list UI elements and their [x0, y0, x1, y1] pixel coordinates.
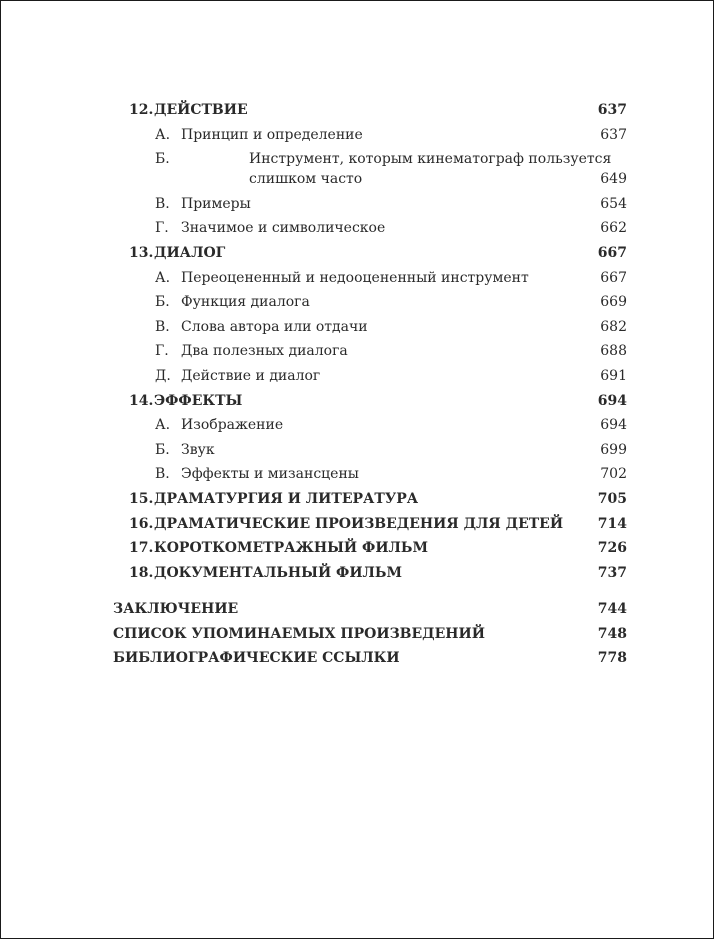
- toc-back-matter-works-list[interactable]: [113, 624, 627, 644]
- section-letter: Б.: [155, 151, 170, 168]
- section-letter: Б.: [155, 441, 170, 458]
- section-letter: В.: [155, 318, 170, 335]
- section-letter: Г.: [155, 220, 169, 237]
- toc-back-matter-bibliography[interactable]: [113, 648, 627, 668]
- chapter-number: 12.: [129, 102, 154, 118]
- section-page: 667: [600, 269, 627, 286]
- toc-section[interactable]: [113, 341, 627, 361]
- section-title: Эффекты и мизансцены: [181, 466, 359, 483]
- chapter-page: 667: [597, 244, 627, 261]
- chapter-page: 737: [597, 564, 627, 581]
- section-page: 691: [600, 367, 627, 384]
- back-matter-title: ЗАКЛЮЧЕНИЕ: [113, 601, 239, 618]
- section-title: Инструмент, которым кинематограф пользуется слишком часто: [249, 151, 612, 188]
- section-page: 702: [600, 466, 627, 483]
- toc-chapter-16[interactable]: [113, 514, 627, 534]
- toc-chapter-17[interactable]: [113, 538, 627, 558]
- section-letter: Г.: [155, 343, 169, 360]
- chapter-number: 15.: [129, 490, 154, 507]
- section-title: Действие и диалог: [181, 367, 321, 384]
- toc-section[interactable]: [113, 317, 627, 337]
- section-page: 688: [600, 343, 627, 360]
- section-title: Функция диалога: [181, 294, 310, 311]
- chapter-title: ЭФФЕКТЫ: [154, 392, 243, 409]
- toc-chapter-18[interactable]: [113, 563, 627, 583]
- chapter-number: 14.: [129, 392, 154, 409]
- section-title: Примеры: [181, 195, 251, 212]
- back-matter-title: БИБЛИОГРАФИЧЕСКИЕ ССЫЛКИ: [113, 650, 400, 667]
- toc-section[interactable]: [113, 218, 627, 238]
- back-matter-page: 748: [597, 625, 627, 642]
- toc-chapter-12[interactable]: [113, 100, 627, 120]
- section-title: Принцип и определение: [181, 126, 363, 143]
- section-page: 694: [600, 417, 627, 434]
- section-letter: А.: [155, 126, 171, 143]
- section-page: 654: [600, 195, 627, 212]
- chapter-title: КОРОТКОМЕТРАЖНЫЙ ФИЛЬМ: [154, 540, 428, 557]
- section-page: 662: [600, 220, 627, 237]
- toc-section[interactable]: [113, 292, 627, 312]
- chapter-page: 694: [597, 392, 627, 409]
- section-page: 699: [600, 441, 627, 458]
- section-title: Два полезных диалога: [181, 343, 348, 360]
- toc-section[interactable]: [113, 125, 627, 145]
- section-page: 682: [600, 318, 627, 335]
- toc-section[interactable]: [113, 464, 627, 484]
- section-page: 649: [600, 171, 627, 188]
- chapter-page: 714: [597, 515, 627, 532]
- section-letter: Б.: [155, 294, 170, 311]
- chapter-title: ДЕЙСТВИЕ: [154, 102, 248, 118]
- section-letter: Д.: [155, 367, 171, 384]
- toc-chapter-15[interactable]: [113, 489, 627, 509]
- section-title: Переоцененный и недооцененный инструмент: [181, 269, 529, 286]
- section-title: Звук: [181, 441, 215, 458]
- section-page: 637: [600, 126, 627, 143]
- chapter-number: 16.: [129, 515, 154, 532]
- section-letter: В.: [155, 195, 170, 212]
- toc-section[interactable]: [113, 366, 627, 386]
- toc-back-matter-conclusion[interactable]: [113, 599, 627, 619]
- toc-section[interactable]: [113, 149, 627, 189]
- section-title: Значимое и символическое: [181, 220, 386, 237]
- toc-chapter-13[interactable]: [113, 243, 627, 263]
- chapter-number: 18.: [129, 564, 154, 581]
- chapter-number: 17.: [129, 540, 154, 557]
- toc-section[interactable]: [113, 194, 627, 214]
- toc-section[interactable]: [113, 415, 627, 435]
- section-title: Изображение: [181, 417, 284, 434]
- chapter-page: 726: [597, 540, 627, 557]
- back-matter-page: 778: [597, 650, 627, 667]
- back-matter-title: СПИСОК УПОМИНАЕМЫХ ПРОИЗВЕДЕНИЙ: [113, 625, 485, 642]
- back-matter-page: 744: [597, 601, 627, 618]
- chapter-title: ДИАЛОГ: [154, 244, 226, 261]
- section-spacer: [113, 587, 627, 599]
- section-title: Слова автора или отдачи: [181, 318, 368, 335]
- section-letter: А.: [155, 269, 171, 286]
- chapter-page: 705: [597, 490, 627, 507]
- chapter-title: ДРАМАТУРГИЯ И ЛИТЕРАТУРА: [154, 490, 419, 507]
- chapter-title: ДРАМАТИЧЕСКИЕ ПРОИЗВЕДЕНИЯ ДЛЯ ДЕТЕЙ: [154, 515, 564, 532]
- section-letter: А.: [155, 417, 171, 434]
- section-letter: В.: [155, 466, 170, 483]
- chapter-page: 637: [597, 102, 627, 118]
- toc-chapter-14[interactable]: [113, 391, 627, 411]
- table-of-contents: [113, 100, 627, 673]
- chapter-title: ДОКУМЕНТАЛЬНЫЙ ФИЛЬМ: [154, 564, 402, 581]
- toc-section[interactable]: [113, 268, 627, 288]
- chapter-number: 13.: [129, 244, 154, 261]
- toc-section[interactable]: [113, 440, 627, 460]
- section-page: 669: [600, 294, 627, 311]
